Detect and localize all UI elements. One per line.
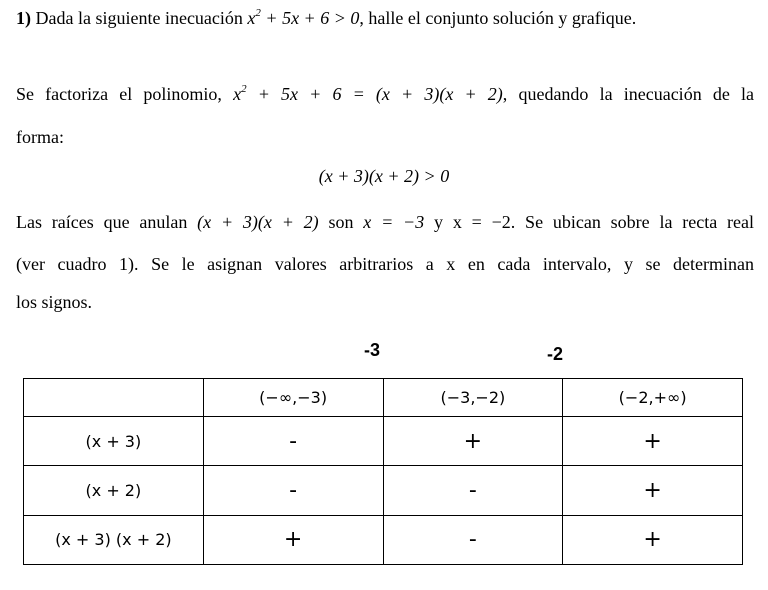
sign-cell: + [563, 466, 743, 515]
sign-cell: - [203, 416, 383, 465]
sign-cell: - [383, 466, 563, 515]
table-row [24, 416, 743, 465]
sign-cell: + [203, 515, 383, 564]
sign-table [23, 378, 743, 565]
row-label: (x + 3) (x + 2) [24, 515, 204, 564]
factor-line-1: Se factoriza el polinomio, $x^2 + 5x + 6 = (x + 3)(x + 2)$, quedando la inecuación de la [16, 83, 754, 104]
sign-cell: + [563, 416, 743, 465]
factored-inequality: (x + 3)(x + 2) > 0 [318, 166, 450, 186]
sign-cell: - [383, 515, 563, 564]
root-1: x = −3 [363, 212, 425, 232]
root-2: x = −2 [452, 212, 511, 232]
problem-number: 1) [16, 8, 31, 28]
sign-cell: - [203, 466, 383, 515]
table-header-cell: (−2,+∞) [563, 379, 743, 417]
sign-cell: + [383, 416, 563, 465]
sign-cell: + [563, 515, 743, 564]
table-header-cell: (−3,−2) [383, 379, 563, 417]
factored-polynomial: $x^2 + 5x + 6 = (x + 3)(x + 2)$ [233, 83, 503, 104]
roots-line-2: (ver cuadro 1). Se le asignan valores arbitrarios a x en cada intervalo, y se determinan [16, 254, 754, 274]
row-label: (x + 2) [24, 466, 204, 515]
problem-intro: Dada la siguiente inecuación [35, 8, 243, 28]
table-header-cell [24, 379, 204, 417]
table-header-cell: (−∞,−3) [203, 379, 383, 417]
roots-line-1: Las raíces que anulan (x + 3)(x + 2) son x = −3 y x = −2. Se ubican sobre la recta real [16, 212, 754, 232]
roots-line-3: los signos. [16, 292, 93, 312]
problem-tail: , halle el conjunto solución y grafique. [359, 8, 637, 28]
root-label-minus-3: -3 [364, 340, 381, 360]
table-row [24, 515, 743, 564]
roots-expr: (x + 3)(x + 2) [197, 212, 319, 232]
inequality: $x^2 + 5x + 6 > 0$ [247, 7, 360, 28]
row-label: (x + 3) [24, 416, 204, 465]
table-row [24, 466, 743, 515]
table-header-row [24, 379, 743, 417]
problem-statement [16, 8, 636, 29]
root-label-minus-2: -2 [547, 344, 564, 364]
factor-line-2: forma: [16, 127, 64, 147]
